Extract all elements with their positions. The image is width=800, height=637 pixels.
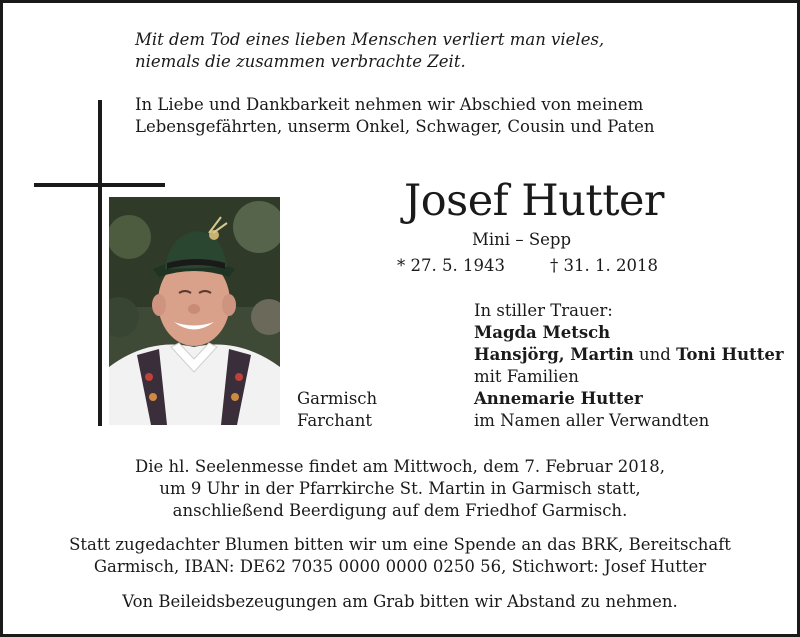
place-farchant: Farchant [297,411,373,430]
service-line-2: um 9 Uhr in der Pfarrkirche St. Martin in Garmisch statt, [159,479,641,498]
service-line-1: Die hl. Seelenmesse findet am Mittwoch, dem 7. Februar 2018, [135,457,665,476]
mourner-annemarie: Annemarie Hutter [474,389,643,408]
portrait-photo [109,197,280,425]
service-line-3: anschließend Beerdigung auf dem Friedhof Garmisch. [172,501,628,520]
memorial-quote [135,29,604,73]
mourner-magda: Magda Metsch [474,323,611,342]
intro-text [135,94,655,138]
quote-line-1: Mit dem Tod eines lieben Menschen verliert man vieles, [135,30,605,49]
closing-note: Von Beileidsbezeugungen am Grab bitten wir Abstand zu nehmen. [122,592,678,611]
cross-icon-vertical [98,100,102,426]
mourner-names-a: Hansjörg, Martin [474,345,634,364]
mourner-relatives: im Namen aller Verwandten [474,411,710,430]
intro-line-2: Lebensgefährten, unserm Onkel, Schwager, Cousin und Paten [135,117,655,136]
cross-icon-horizontal [34,183,165,187]
mourner-and: und [639,345,671,364]
mourner-names-b: Toni Hutter [676,345,784,364]
quote-line-2: niemals die zusammen verbrachte Zeit. [135,52,466,71]
mourners-heading: In stiller Trauer: [474,301,613,320]
mourner-line-hutter [474,344,784,366]
birth-date: * 27. 5. 1943 [397,256,505,275]
mourner-families: mit Familien [474,367,579,386]
deceased-nickname: Mini – Sepp [472,230,572,249]
deceased-name: Josef Hutter [404,176,664,226]
intro-line-1: In Liebe und Dankbarkeit nehmen wir Abschied von meinem [135,95,644,114]
donation-line-2: Garmisch, IBAN: DE62 7035 0000 0000 0250 56, Stichwort: Josef Hutter [93,557,707,576]
death-date: † 31. 1. 2018 [550,256,658,275]
donation-line-1: Statt zugedachter Blumen bitten wir um eine Spende an das BRK, Bereitschaft [69,535,731,554]
place-garmisch: Garmisch [297,389,378,408]
